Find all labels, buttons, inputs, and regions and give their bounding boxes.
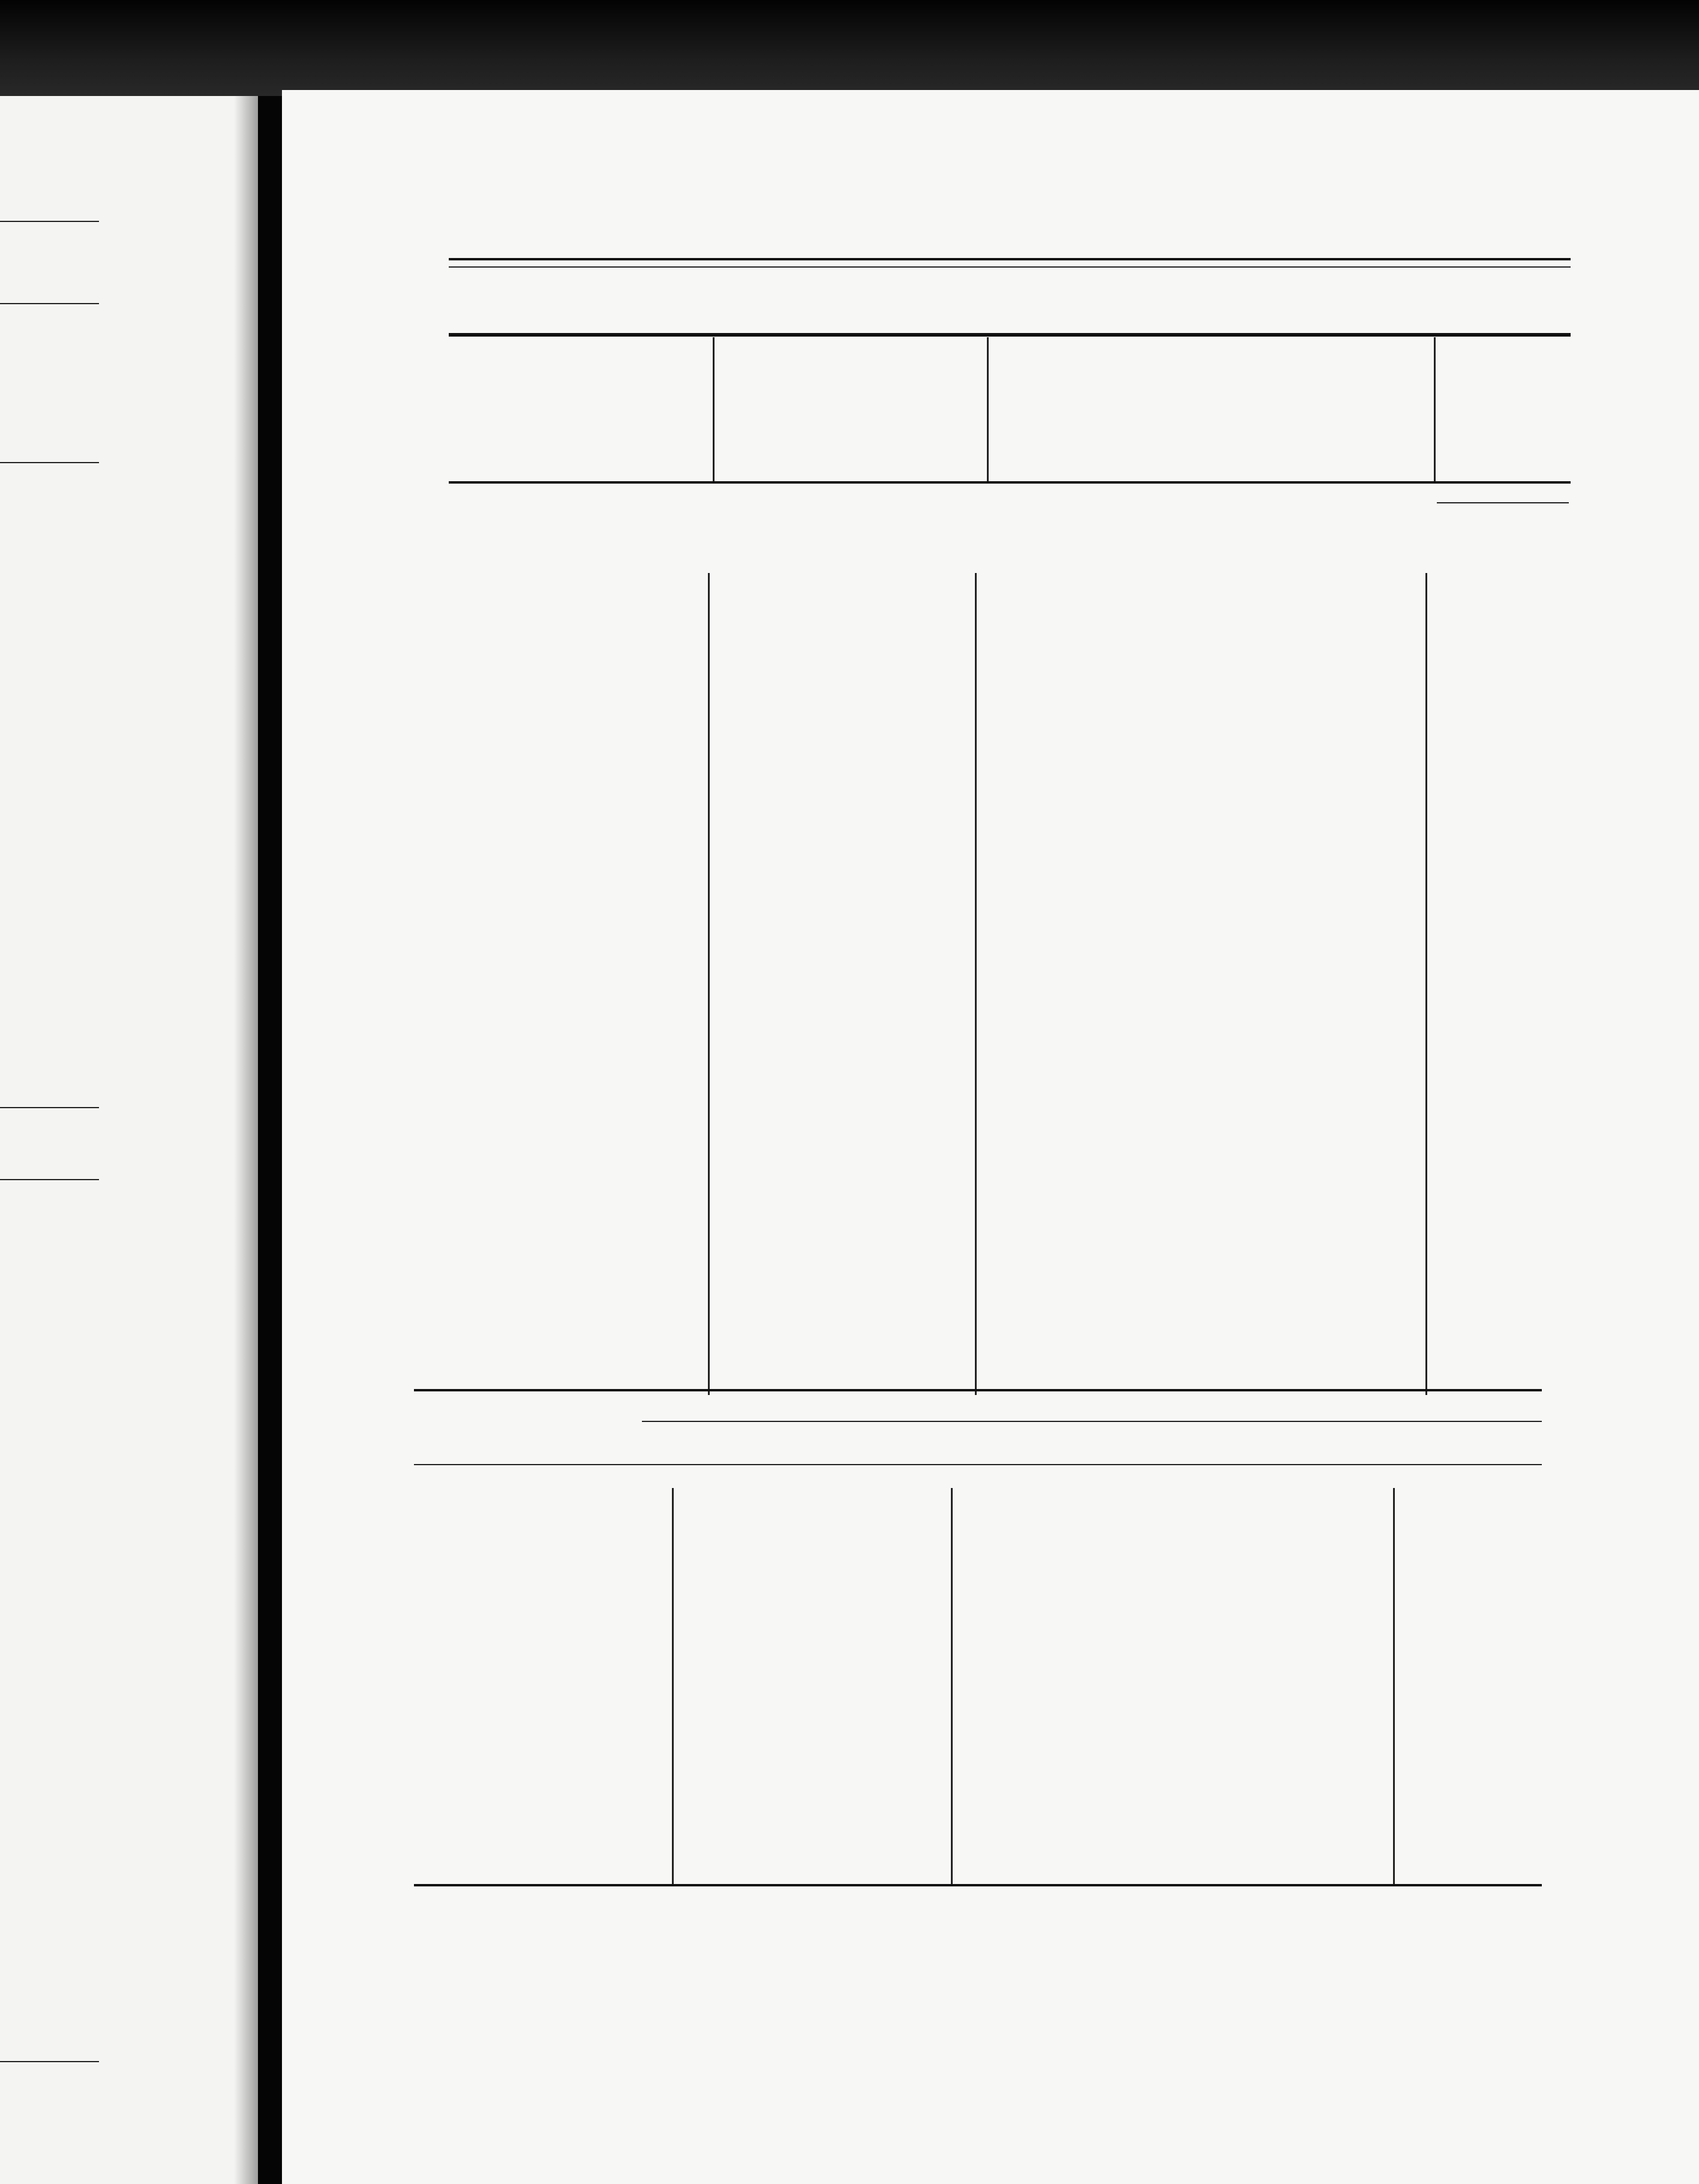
page-edge-shadow — [234, 96, 258, 2184]
left-facing-page — [0, 96, 258, 2184]
column-divider — [951, 1488, 953, 1884]
left-rule — [0, 221, 99, 222]
title-top-rule-thin — [449, 266, 1571, 268]
left-rule — [0, 1179, 99, 1180]
scan-background-top — [0, 0, 1699, 102]
section-rule — [414, 1389, 1542, 1391]
header-divider — [1434, 337, 1436, 481]
left-rule — [0, 303, 99, 304]
header-dates-rule — [1437, 502, 1569, 503]
column-divider — [672, 1488, 674, 1884]
main-page — [282, 90, 1699, 2184]
column-divider — [975, 573, 977, 1395]
title-top-rule — [449, 258, 1571, 260]
book-gutter — [258, 96, 282, 2184]
header-divider — [713, 337, 715, 481]
header-divider — [987, 337, 989, 481]
section-rule-thin — [414, 1464, 1542, 1465]
section-rule-thin — [642, 1421, 1542, 1422]
bottom-rule — [414, 1884, 1542, 1886]
header-top-rule — [449, 333, 1571, 337]
column-divider — [1425, 573, 1427, 1395]
column-divider — [708, 573, 710, 1395]
left-rule — [0, 1107, 99, 1108]
column-divider — [1393, 1488, 1395, 1884]
left-rule — [0, 2061, 99, 2062]
left-rule — [0, 462, 99, 463]
header-bottom-rule — [449, 481, 1571, 484]
